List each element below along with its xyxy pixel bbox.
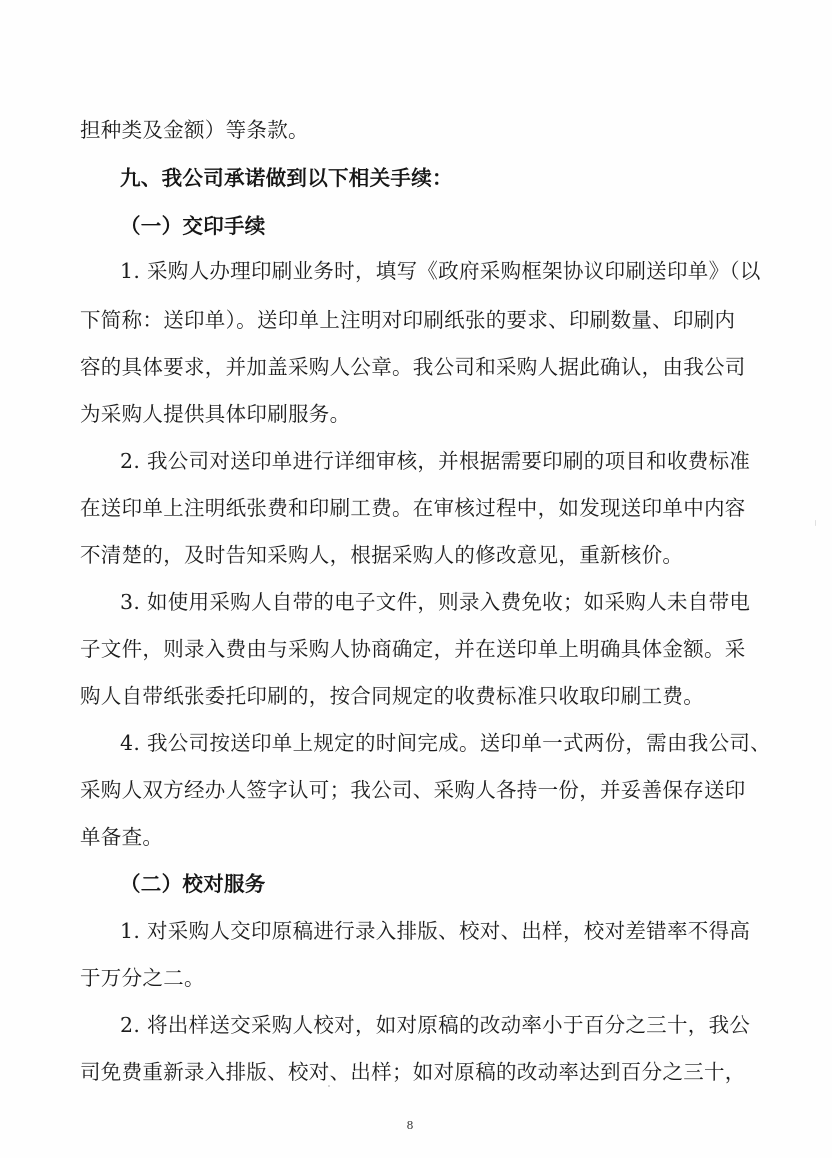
scan-speck bbox=[328, 1085, 330, 1087]
paragraph-line: 3. 如使用采购人自带的电子文件，则录入费免收；如采购人未自带电 bbox=[120, 590, 751, 614]
paragraph-line: 司免费重新录入排版、校对、出样；如对原稿的改动率达到百分之三十， bbox=[80, 1060, 746, 1084]
paragraph-line: 1. 对采购人交印原稿进行录入排版、校对、出样，校对差错率不得高 bbox=[120, 919, 751, 943]
page-number: 8 bbox=[406, 1119, 414, 1132]
paragraph-line: 购人自带纸张委托印刷的，按合同规定的收费标准只收取印刷工费。 bbox=[80, 684, 704, 708]
paragraph-line: 在送印单上注明纸张费和印刷工费。在审核过程中，如发现送印单中内容 bbox=[80, 496, 746, 520]
paragraph-line: 于万分之二。 bbox=[80, 966, 205, 990]
paragraph-line: 为采购人提供具体印刷服务。 bbox=[80, 402, 351, 426]
subsection-heading: （二）校对服务 bbox=[120, 872, 266, 896]
paragraph-line: 1. 采购人办理印刷业务时，填写《政府采购框架协议印刷送印单》（以 bbox=[120, 259, 761, 283]
paragraph-line: 2. 我公司对送印单进行详细审核，并根据需要印刷的项目和收费标准 bbox=[120, 449, 751, 473]
scan-speck bbox=[815, 520, 816, 526]
paragraph-line: 不清楚的，及时告知采购人，根据采购人的修改意见，重新核价。 bbox=[80, 543, 684, 567]
subsection-heading: （一）交印手续 bbox=[120, 214, 266, 238]
paragraph-line: 采购人双方经办人签字认可；我公司、采购人各持一份，并妥善保存送印 bbox=[80, 778, 746, 802]
paragraph-line: 单备查。 bbox=[80, 825, 164, 849]
paragraph-line: 2. 将出样送交采购人校对，如对原稿的改动率小于百分之三十，我公 bbox=[120, 1013, 751, 1037]
paragraph-line: 4. 我公司按送印单上规定的时间完成。送印单一式两份，需由我公司、 bbox=[120, 731, 771, 755]
text-line: 担种类及金额）等条款。 bbox=[80, 118, 309, 142]
paragraph-line: 下简称：送印单）。送印单上注明对印刷纸张的要求、印刷数量、印刷内 bbox=[80, 308, 736, 332]
paragraph-line: 容的具体要求，并加盖采购人公章。我公司和采购人据此确认，由我公司 bbox=[80, 355, 746, 379]
section-heading: 九、我公司承诺做到以下相关手续： bbox=[120, 166, 453, 190]
paragraph-line: 子文件，则录入费由与采购人协商确定，并在送印单上明确具体金额。采 bbox=[80, 637, 746, 661]
